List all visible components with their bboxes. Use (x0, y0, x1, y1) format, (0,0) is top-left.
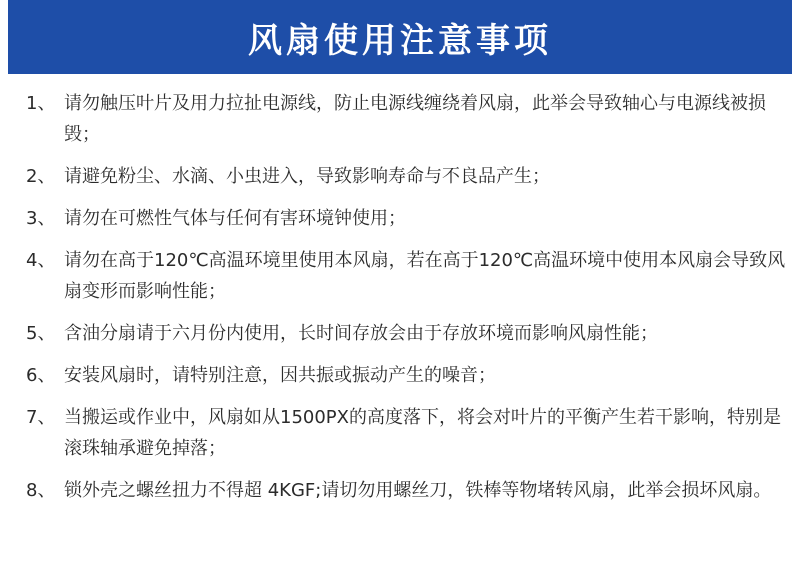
item-text: 当搬运或作业中，风扇如从1500PX的高度落下，将会对叶片的平衡产生若干影响，特别是滚珠轴承避免掉落； (64, 407, 781, 459)
item-text: 锁外壳之螺丝扭力不得超 4KGF;请切勿用螺丝刀，铁棒等物堵转风扇，此举会损坏风扇。 (64, 480, 772, 501)
list-item (0, 88, 800, 150)
notes-list (0, 74, 800, 506)
item-number: 4、 (26, 250, 56, 271)
list-item (0, 245, 800, 307)
item-text: 含油分扇请于六月份内使用，长时间存放会由于存放环境而影响风扇性能； (64, 323, 658, 344)
item-text: 请勿在高于120℃高温环境里使用本风扇，若在高于120℃高温环境中使用本风扇会导致风扇变形而影响性能； (64, 250, 786, 302)
banner-edge-left (0, 0, 8, 74)
list-item (0, 161, 800, 192)
item-text: 请勿触压叶片及用力拉扯电源线，防止电源线缠绕着风扇，此举会导致轴心与电源线被损毁； (64, 93, 766, 145)
page-title: 风扇使用注意事项 (248, 20, 552, 61)
item-number: 5、 (26, 323, 56, 344)
list-item (0, 318, 800, 349)
item-number: 2、 (26, 166, 56, 187)
list-item (0, 360, 800, 391)
banner-edge-right (792, 0, 800, 74)
item-text: 请避免粉尘、水滴、小虫进入，导致影响寿命与不良品产生； (64, 166, 550, 187)
item-text: 安装风扇时，请特别注意，因共振或振动产生的噪音； (64, 365, 496, 386)
item-text: 请勿在可燃性气体与任何有害环境钟使用； (64, 208, 406, 229)
item-number: 1、 (26, 93, 56, 114)
item-number: 7、 (26, 407, 56, 428)
list-item (0, 203, 800, 234)
item-number: 3、 (26, 208, 56, 229)
list-item (0, 402, 800, 464)
title-banner (0, 0, 800, 74)
item-number: 6、 (26, 365, 56, 386)
item-number: 8、 (26, 480, 56, 501)
list-item (0, 475, 800, 506)
